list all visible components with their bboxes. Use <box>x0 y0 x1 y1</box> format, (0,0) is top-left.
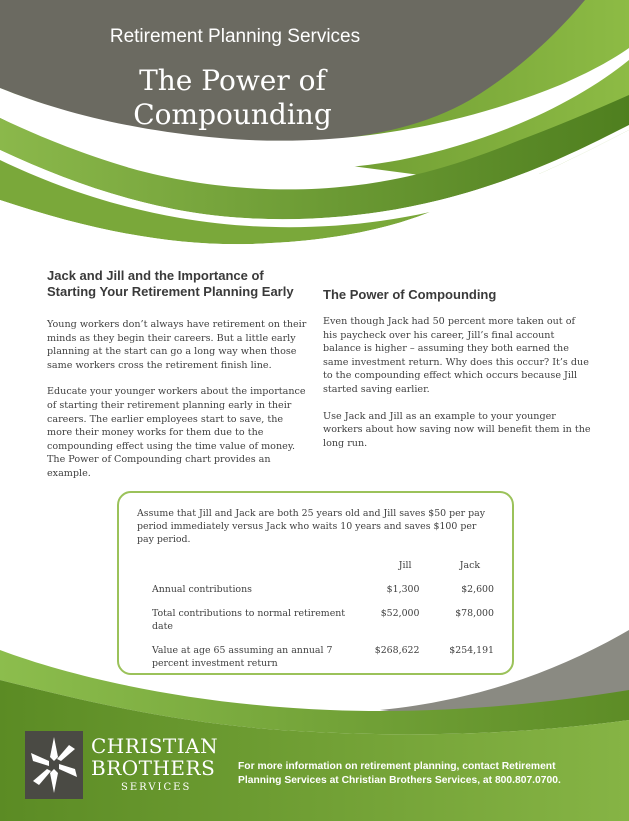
row-label: Annual contributions <box>152 584 252 595</box>
left-heading-line2: Starting Your Retirement Planning Early <box>47 284 294 299</box>
left-paragraph-2: Educate your younger workers about the importance of starting their retirement planning early in their careers. The earlier employees start to save, the more their money works for them due to the compounding effect using the time value of money. The Power of Compounding chart provides an example. <box>47 386 306 479</box>
row-jill-value: $1,300 <box>386 584 420 595</box>
row-label: Total contributions to normal retirement date <box>152 608 346 632</box>
table-header-blank <box>137 559 349 583</box>
row-jill-value: $52,000 <box>380 608 420 619</box>
row-jack-value: $2,600 <box>461 584 494 595</box>
table-header-row <box>137 559 494 583</box>
row-label: Value at age 65 assuming an annual 7 percent investment return <box>152 645 333 669</box>
page-title <box>0 64 465 132</box>
page-title-line1: The Power of <box>139 64 326 97</box>
right-column <box>323 268 591 463</box>
table-row <box>137 607 494 644</box>
logo-line2: BROTHERS <box>91 756 216 780</box>
header-subtitle: Retirement Planning Services <box>109 26 361 47</box>
example-box <box>117 491 514 675</box>
left-column-heading <box>47 268 309 300</box>
page-title-line2: Compounding <box>133 98 332 131</box>
table-row <box>137 644 494 681</box>
footer-contact: For more information on retirement planning, contact Retirement Planning Services at Christian Brothers Services, at 800.807.0700. <box>238 761 561 786</box>
row-jack-value: $254,191 <box>449 645 494 656</box>
star-logo-icon <box>25 731 83 799</box>
row-jill-value: $268,622 <box>374 645 420 656</box>
table-row <box>137 583 494 607</box>
left-paragraph-1: Young workers don’t always have retirement on their minds as they begin their careers. But a little early planning at the start can go a long way when those same workers cross the retirement finish line. <box>47 319 307 371</box>
right-paragraph-1: Even though Jack had 50 percent more taken out of his paycheck over his career, Jill’s final account balance is higher – assuming they both earned the same investment return. Why does this occur? It’s due to the compounding effect which occurs because Jill started saving earlier. <box>323 316 589 395</box>
left-column <box>47 268 309 494</box>
row-jack-value: $78,000 <box>455 608 494 619</box>
left-heading-line1: Jack and Jill and the Importance of <box>47 268 264 283</box>
logo-line1: CHRISTIAN <box>91 734 219 758</box>
company-logo <box>25 729 219 801</box>
table-header-jack: Jack <box>459 560 480 571</box>
example-assumption: Assume that Jill and Jack are both 25 years old and Jill saves $50 per pay period immediately versus Jack who waits 10 years and saves $100 per pay period. <box>137 508 486 545</box>
logo-line3: SERVICES <box>121 782 192 793</box>
right-paragraph-2: Use Jack and Jill as an example to your younger workers about how saving now will benefit them in the long run. <box>323 410 591 449</box>
table-header-jill: Jill <box>398 560 412 571</box>
logo-wordmark <box>91 735 218 793</box>
right-column-heading: The Power of Compounding <box>323 287 497 302</box>
comparison-table <box>137 559 494 681</box>
